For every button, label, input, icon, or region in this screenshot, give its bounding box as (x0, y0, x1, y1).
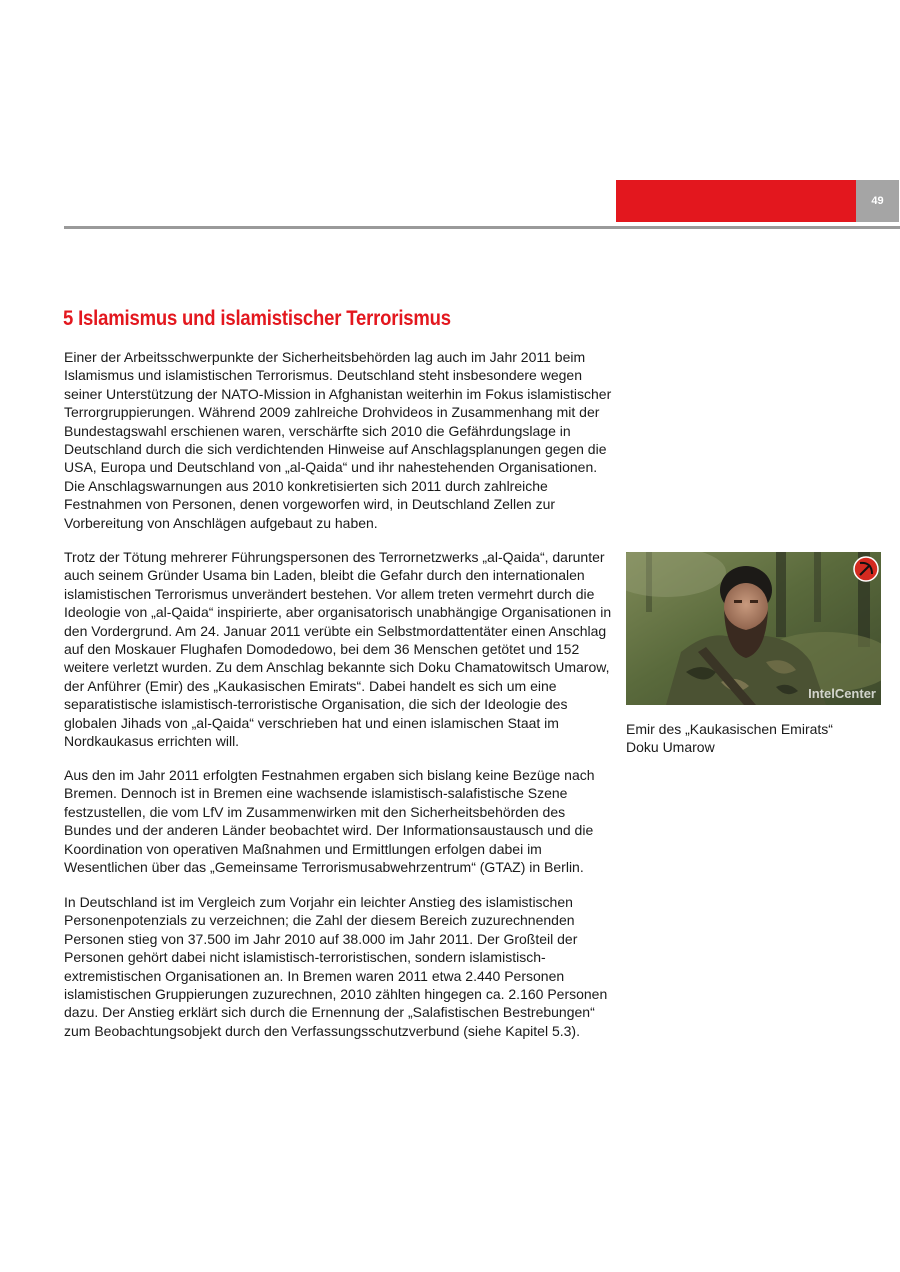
body-paragraph-2: Trotz der Tötung mehrerer Führungspersonen des Terrornetzwerks „al-Qaida“, darunter auch seinem Gründer Usama bin Laden, bleibt die Gefahr durch den internationalen islamistischen Terrorismus unverändert bestehen. Vor allem treten vermehrt durch die Ideologie von „al-Qaida“ inspirierte, aber organisatorisch unabhängige Organisationen in den Vordergrund. Am 24. Januar 2011 verübte ein Selbstmordattentäter einen Anschlag auf den Moskauer Flughafen Domodedowo, bei dem 36 Menschen getötet und 152 weitere verletzt wurden. Zu dem Anschlag bekannte sich Doku Chamatowitsch Umarow, der Anführer (Emir) des „Kaukasischen Emirats“. Dabei handelt es sich um eine separatistische islamistisch-terroristische Organisation, die sich der Ideologie des globalen Jihads von „al-Qaida“ verschrieben hat und einen islamischen Staat im Nordkaukasus errichten will. (64, 549, 612, 750)
photo-caption: Emir des „Kaukasischen Emirats“ Doku Umarow (626, 721, 833, 756)
umarow-photo (626, 552, 881, 705)
hammer-sickle-icon (854, 557, 878, 581)
intelcenter-watermark: IntelCenter (808, 686, 876, 701)
header-rule (64, 226, 900, 229)
chapter-title: 5 Islamismus und islamistischer Terrorismus (63, 306, 451, 330)
body-paragraph-4: In Deutschland ist im Vergleich zum Vorjahr ein leichter Anstieg des islamistischen Personenpotenzials zu verzeichnen; die Zahl der diesem Bereich zuzurechnenden Personen stieg von 37.500 im Jahr 2010 auf 38.000 im Jahr 2011. Der Großteil der Personen gehört dabei nicht islamistisch-terroristischen, sondern islamistisch-extremistischen Organisationen an. In Bremen waren 2011 etwa 2.440 Personen islamistischen Gruppierungen zuzurechnen, 2010 zählten hingegen ca. 2.160 Personen dazu. Der Anstieg erklärt sich durch die Ernennung der „Salafistischen Bestrebungen“ zum Beobachtungsobjekt durch den Verfassungsschutzverbund (siehe Kapitel 5.3). (64, 894, 608, 1039)
header-accent-bar (616, 180, 856, 222)
body-paragraph-1: Einer der Arbeitsschwerpunkte der Sicherheitsbehörden lag auch im Jahr 2011 beim Islamismus und islamistischen Terrorismus. Deutschland steht insbesondere wegen seiner Unterstützung der NATO-Mission in Afghanistan weiterhin im Fokus islamistischer Terrorgruppierungen. Während 2009 zahlreiche Drohvideos in Zusammenhang mit der Bundestagswahl erschienen waren, verschärfte sich 2010 die Gefährdungslage in Deutschland durch die sich verdichtenden Hinweise auf Anschlagsplanungen gegen die USA, Europa und Deutschland von „al-Qaida“ und ihr nahestehenden Organisationen. Die Anschlagswarnungen aus 2010 konkretisierten sich 2011 durch zahlreiche Festnahmen von Personen, denen vorgeworfen wird, in Deutschland Zellen zur Vorbereitung von Anschlägen aufgebaut zu haben. (64, 349, 612, 531)
page-number: 49 (856, 180, 899, 222)
body-paragraph-3: Aus den im Jahr 2011 erfolgten Festnahmen ergaben sich bislang keine Bezüge nach Bremen. Dennoch ist in Bremen eine wachsende islamistisch-salafistische Szene festzustellen, die vom LfV im Zusammenwirken mit den Sicherheitsbehörden des Bundes und der anderen Länder beobachtet wird. Der Informationsaustausch und die Koordination von operativen Maßnahmen und Ermittlungen erfolgen dabei im Wesentlichen über das „Gemeinsame Terrorismusabwehrzentrum“ (GTAZ) in Berlin. (64, 767, 595, 876)
